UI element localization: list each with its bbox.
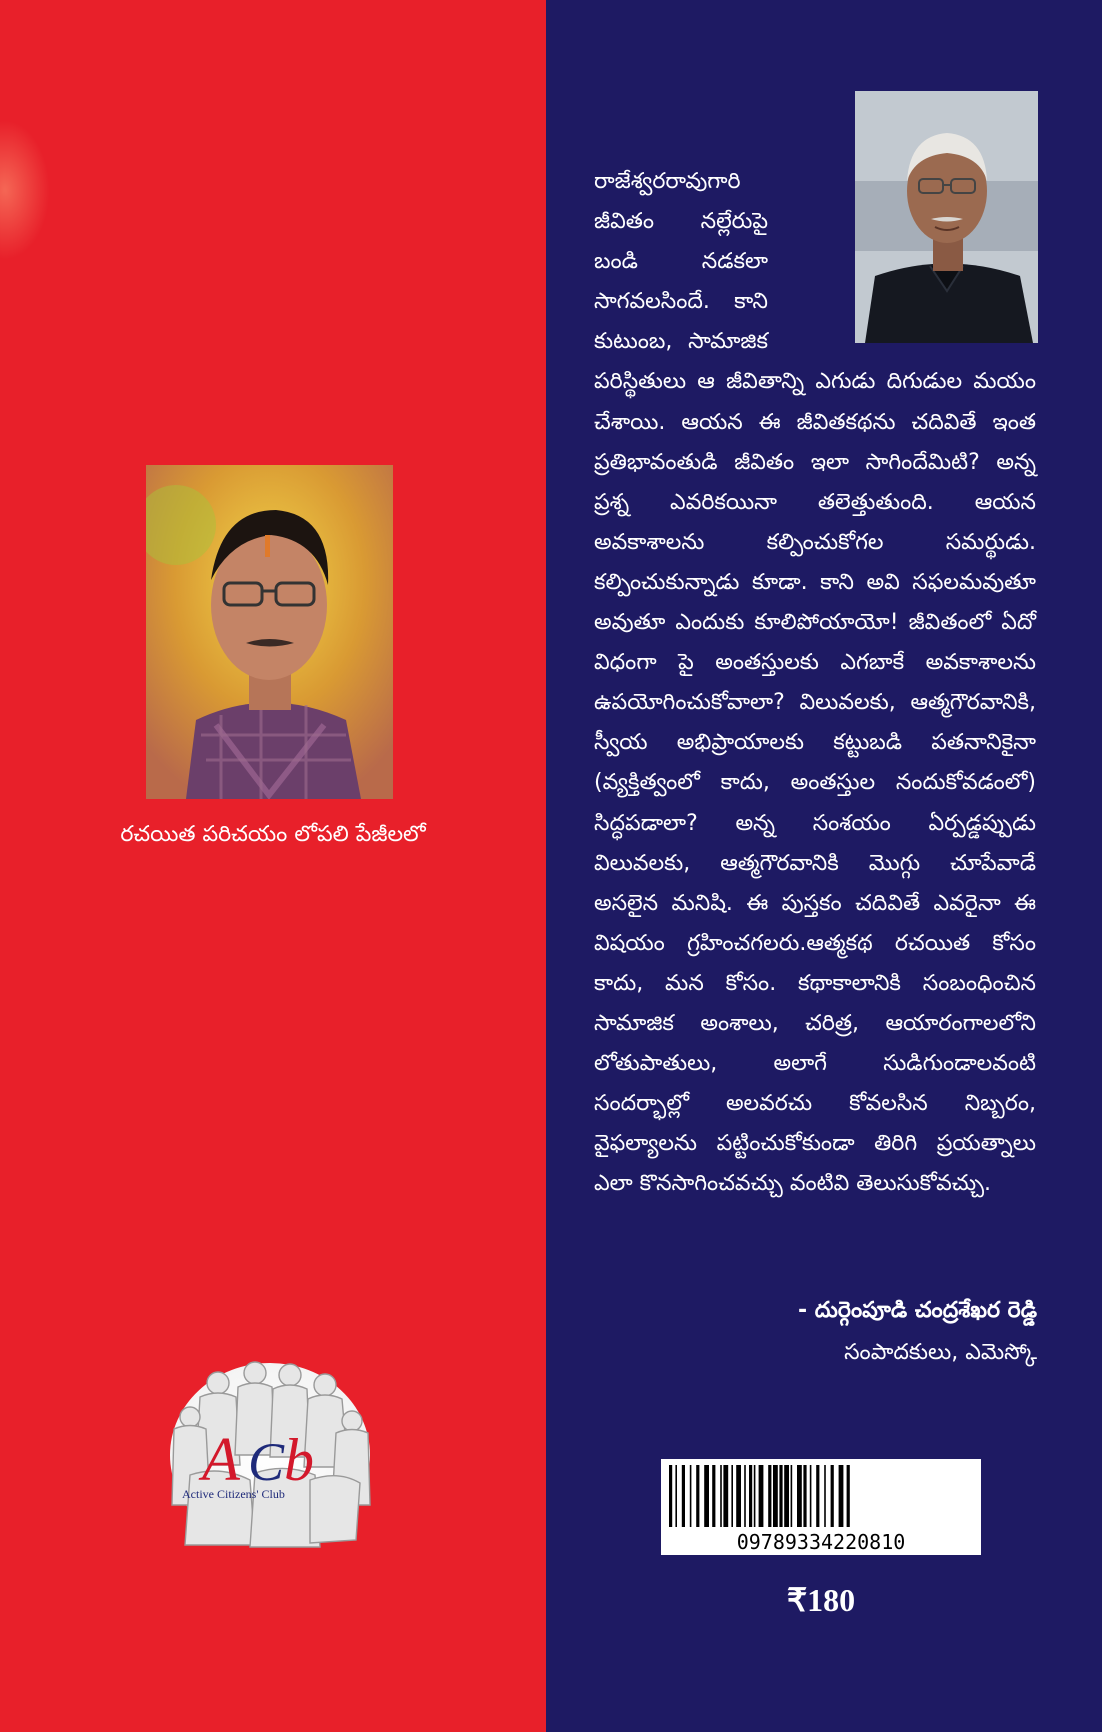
barcode-bar: [839, 1465, 844, 1527]
barcode-bar: [810, 1465, 812, 1527]
book-price: ₹180: [786, 1582, 856, 1618]
barcode-bar: [759, 1465, 764, 1527]
barcode-bar: [791, 1465, 793, 1527]
logo-text: Active Citizens' Club: [182, 1487, 285, 1501]
back-cover-blurb: [594, 162, 1036, 1204]
barcode-bar: [712, 1465, 715, 1527]
blurb-attribution: - దుర్గెంపూడి చంద్రశేఖర రెడ్డి: [797, 1298, 1037, 1323]
barcode-bar: [779, 1465, 782, 1527]
barcode-bar: [690, 1465, 692, 1527]
left-panel: [0, 0, 546, 1732]
barcode-bar: [824, 1465, 826, 1527]
author-caption: రచయిత పరిచయం లోపలి పేజీలలో: [120, 822, 426, 847]
barcode-bar: [704, 1465, 709, 1527]
barcode-bar: [696, 1465, 699, 1527]
barcode-bar: [720, 1465, 722, 1527]
author-photo: [146, 465, 393, 799]
barcode-bar: [773, 1465, 778, 1527]
photo-wrap-spacer: [778, 162, 1036, 362]
barcode-bar: [731, 1465, 733, 1527]
blurb-text: రాజేశ్వరరావుగారి జీవితం నల్లేరుపై బండి నడకలా సాగవలసిందే. కాని కుటుంబ, సామాజిక పరిస్థితులు ఆ జీవితాన్ని ఎగుడు దిగుడుల మయం చేశాయి. ఆయన ఈ జీవితకథను చదివితే ఇంత ప్రతిభావంతుడి జీవితం ఇలా సాగిందేమిటి? అన్న ప్రశ్న ఎవరికయినా తలెత్తుతుంది. ఆయన అవకాశాలను కల్పించుకోగల సమర్థుడు. కల్పించుకున్నాడు కూడా. కాని అవి సఫలమవుతూ అవుతూ ఎందుకు కూలిపోయాయో! జీవితంలో ఏదో విధంగా పై అంతస్తులకు ఎగబాకే అవకాశాలను ఉపయోగించుకోవాలా? విలువలకు, ఆత్మగౌరవానికి, స్వీయ అభిప్రాయాలకు కట్టుబడి పతనానికైనా (వ్యక్తిత్వంలో కాదు, అంతస్తుల నందుకోవడంలో) సిద్ధపడాలా? అన్న సంశయం ఏర్పడ్డప్పుడు విలువలకు, ఆత్మగౌరవానికి మొగ్గు చూపేవాడే అసలైన మనిషి. ఈ పుస్తకం చదివితే ఎవరైనా ఈ విషయం గ్రహించగలరు.ఆత్మకథ రచయిత కోసం కాదు, మన కోసం. కథాకాలానికి సంబంధించిన సామాజిక అంశాలు, చరిత్ర, ఆయారంగాలలోని లోతుపాతులు, అలాగే సుడిగుండాలవంటి సందర్భాల్లో అలవరచు కోవలసిన నిబ్బరం, వైఫల్యాలను పట్టించుకోకుండా తిరిగి ప్రయత్నాలు ఎలా కొనసాగించవచ్చు వంటివి తెలుసుకోవచ్చు.: [594, 169, 1036, 1197]
barcode-bar: [669, 1465, 672, 1527]
barcode-bar: [754, 1465, 756, 1527]
barcode-bar: [675, 1465, 677, 1527]
logo-monogram-c: C: [248, 1432, 285, 1492]
barcode-bar: [682, 1465, 685, 1527]
barcode-bar: [847, 1465, 850, 1527]
barcode-bar: [784, 1465, 789, 1527]
attribution-role: సంపాదకులు, ఎమెస్కో: [844, 1340, 1037, 1365]
barcode-bar: [723, 1465, 728, 1527]
barcode-bar: [803, 1465, 806, 1527]
barcode-number: 09789334220810: [736, 1530, 906, 1554]
barcode-bar: [768, 1465, 771, 1527]
barcode-bar: [749, 1465, 752, 1527]
barcode-bar: [797, 1465, 802, 1527]
barcode-bar: [736, 1465, 741, 1527]
barcode-bar: [816, 1465, 819, 1527]
active-citizens-club-logo: [160, 1355, 380, 1550]
decorative-glow: [0, 120, 50, 260]
isbn-barcode: [661, 1459, 981, 1555]
barcode-bar: [831, 1465, 834, 1527]
barcode-bar: [744, 1465, 746, 1527]
logo-monogram-b: b: [284, 1427, 314, 1493]
barcode-bars: [661, 1459, 981, 1531]
logo-monogram-a: A: [202, 1426, 240, 1494]
